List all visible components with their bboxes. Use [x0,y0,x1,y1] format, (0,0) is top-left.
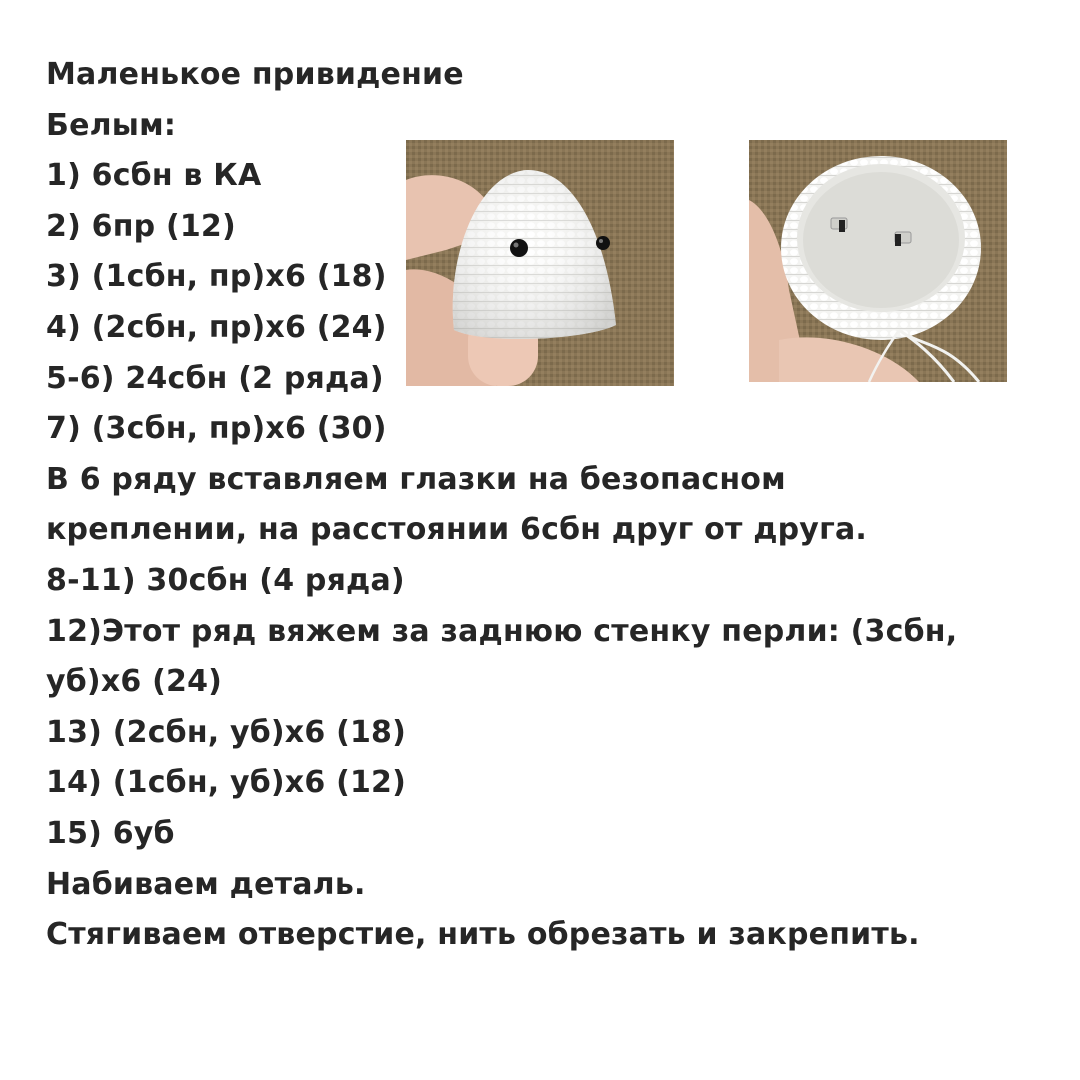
row-instruction: 15) 6уб [46,815,175,851]
row-instruction: 1) 6сбн в КА [46,158,262,194]
row-instruction: 5-6) 24сбн (2 ряда) [46,360,384,396]
ghost-front-photo [406,140,674,386]
row-instruction: 8-11) 30сбн (4 ряда) [46,562,405,598]
row-instruction: 2) 6пр (12) [46,208,236,244]
finishing-step: Набиваем деталь. [46,866,366,902]
ghost-inside-photo [749,140,1007,382]
row-instruction: 3) (1сбн, пр)х6 (18) [46,259,387,295]
row-instruction: 7) (3сбн, пр)х6 (30) [46,411,387,447]
finishing-step: Стягиваем отверстие, нить обрезать и закрепить. [46,917,920,953]
row-instruction: уб)х6 (24) [46,664,223,700]
row-instruction: 12)Этот ряд вяжем за заднюю стенку перли: (3сбн, [46,613,958,649]
row-instruction: 14) (1сбн, уб)х6 (12) [46,765,407,801]
eyes-note: креплении, на расстоянии 6сбн друг от друга. [46,512,867,548]
row-instruction: 13) (2сбн, уб)х6 (18) [46,714,407,750]
eyes-note: В 6 ряду вставляем глазки на безопасном [46,461,786,497]
row-instruction: 4) (2сбн, пр)х6 (24) [46,309,387,345]
pattern-title: Маленькое привидение [46,57,464,92]
yarn-color-line: Белым: [46,107,177,143]
